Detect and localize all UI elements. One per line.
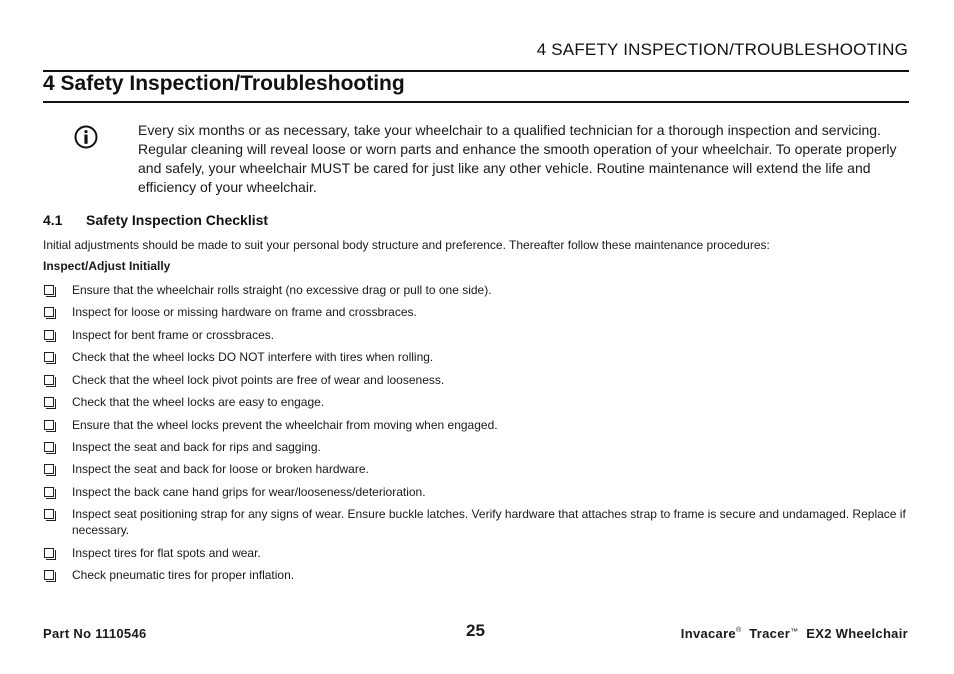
checklist-item	[43, 506, 909, 538]
info-icon	[74, 125, 98, 149]
checkbox-icon	[44, 285, 54, 295]
checklist-item-text: Inspect the back cane hand grips for wear/looseness/deterioration.	[72, 485, 426, 499]
checkbox-icon	[44, 442, 54, 452]
checklist-item-text: Inspect the seat and back for loose or broken hardware.	[72, 462, 369, 476]
checklist-item	[43, 372, 909, 388]
checklist-item-text: Check pneumatic tires for proper inflation.	[72, 568, 295, 582]
checklist-item	[43, 394, 909, 410]
safety-checklist	[43, 282, 909, 589]
checklist-item	[43, 304, 909, 320]
checklist-item-text: Ensure that the wheel locks prevent the wheelchair from moving when engaged.	[72, 418, 498, 432]
checkbox-icon	[44, 352, 54, 362]
checkbox-icon	[44, 307, 54, 317]
checklist-item-text: Check that the wheel locks DO NOT interfere with tires when rolling.	[72, 350, 434, 364]
checklist-item-text: Inspect tires for flat spots and wear.	[72, 546, 261, 560]
checklist-item-text: Check that the wheel lock pivot points are free of wear and looseness.	[72, 373, 445, 387]
checkbox-icon	[44, 548, 54, 558]
model-name: Tracer	[749, 626, 791, 641]
checklist-item-text: Inspect for loose or missing hardware on frame and crossbraces.	[72, 305, 417, 319]
trademark-mark: ™	[790, 627, 799, 636]
product-label: EX2 Wheelchair	[806, 626, 908, 641]
checklist-item	[43, 349, 909, 365]
header-rule-bottom	[43, 101, 909, 103]
checklist-item	[43, 461, 909, 477]
checklist-item	[43, 327, 909, 343]
chapter-title: 4 Safety Inspection/Troubleshooting	[43, 72, 405, 95]
checklist-item	[43, 282, 909, 298]
checkbox-icon	[44, 570, 54, 580]
notice-text: Every six months or as necessary, take your wheelchair to a qualified technician for a thorough inspection and servicing. Regular cleaning will reveal loose or worn parts and enhance the smooth operation of your wheelchair. To operate properly and safely, your wheelchair MUST be cared for just like any other vehicle. Routine maintenance will extend the life and efficiency of your wheelchair.	[138, 122, 897, 195]
part-number: Part No 1110546	[43, 626, 147, 641]
checklist-item	[43, 439, 909, 455]
checklist-item-text: Inspect seat positioning strap for any signs of wear. Ensure buckle latches. Verify hardware that attaches strap to frame is secure and undamaged. Replace if necessary.	[72, 507, 906, 537]
registered-mark: ®	[735, 627, 742, 634]
checklist-item	[43, 567, 909, 583]
checkbox-icon	[44, 487, 54, 497]
section-title: Safety Inspection Checklist	[86, 212, 269, 228]
checklist-item-text: Inspect the seat and back for rips and sagging.	[72, 440, 321, 454]
checkbox-icon	[44, 397, 54, 407]
product-name	[681, 626, 908, 641]
checklist-item-text: Check that the wheel locks are easy to engage.	[72, 395, 325, 409]
section-heading	[43, 212, 268, 228]
page-number: 25	[466, 621, 485, 640]
checklist-item	[43, 484, 909, 500]
checklist-item	[43, 545, 909, 561]
checkbox-icon	[44, 464, 54, 474]
checkbox-icon	[44, 509, 54, 519]
checkbox-icon	[44, 420, 54, 430]
checklist-item-text: Inspect for bent frame or crossbraces.	[72, 328, 275, 342]
checklist-item	[43, 417, 909, 433]
checklist-subheading: Inspect/Adjust Initially	[43, 259, 171, 273]
checklist-item-text: Ensure that the wheelchair rolls straight (no excessive drag or pull to one side).	[72, 283, 492, 297]
checkbox-icon	[44, 330, 54, 340]
section-number: 4.1	[43, 212, 63, 228]
running-header: 4 SAFETY INSPECTION/TROUBLESHOOTING	[536, 40, 908, 59]
checkbox-icon	[44, 375, 54, 385]
brand-name: Invacare	[680, 626, 736, 641]
section-lead: Initial adjustments should be made to suit your personal body structure and preference. Thereafter follow these maintenance procedures:	[43, 238, 770, 252]
